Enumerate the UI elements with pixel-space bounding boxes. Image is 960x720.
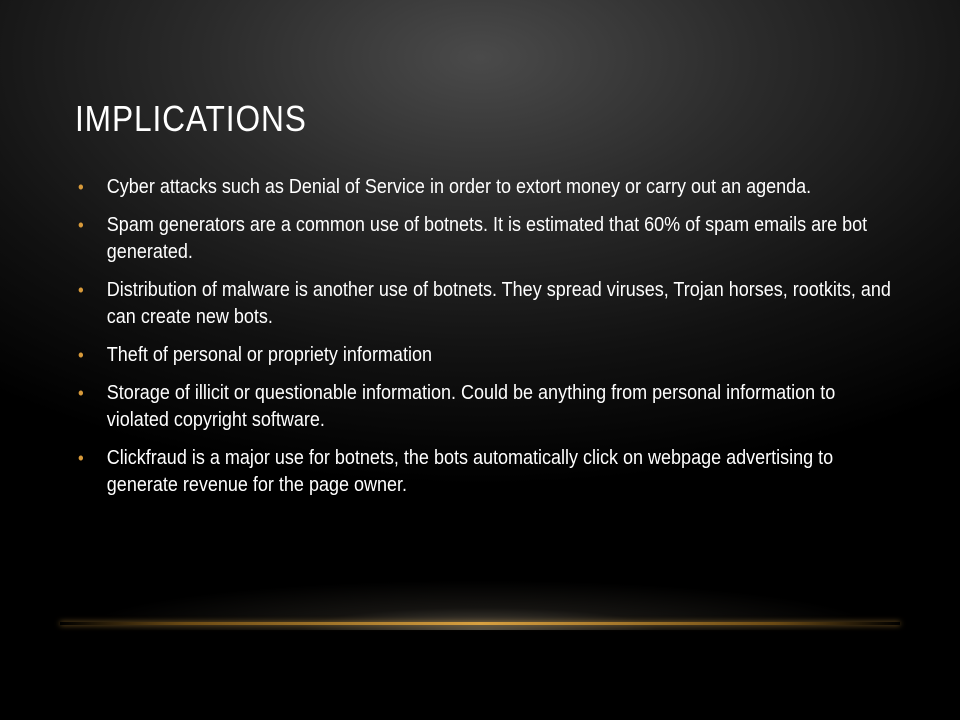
bullet-text: Distribution of malware is another use of botnets. They spread viruses, Trojan horses, rootkits, and can create new bots.	[106, 279, 891, 328]
bullet-item	[78, 277, 899, 331]
bullet-icon: •	[78, 383, 84, 403]
bullet-icon: •	[78, 448, 84, 468]
bullet-item	[78, 342, 899, 369]
bullet-item	[78, 380, 899, 434]
bullet-text: Spam generators are a common use of botnets. It is estimated that 60% of spam emails are bot generated.	[106, 214, 868, 263]
bullet-icon: •	[78, 280, 84, 300]
floor-glow	[80, 540, 880, 630]
slide-title: IMPLICATIONS	[75, 98, 307, 139]
bullet-item	[78, 445, 899, 499]
bullet-text: Theft of personal or propriety information	[106, 344, 432, 366]
accent-line	[60, 622, 900, 625]
bullet-text: Storage of illicit or questionable information. Could be anything from personal information to violated copyright software.	[106, 382, 836, 431]
bullet-icon: •	[78, 177, 84, 197]
bullet-list	[78, 174, 891, 510]
bullet-text: Cyber attacks such as Denial of Service in order to extort money or carry out an agenda.	[106, 176, 812, 198]
bullet-item	[78, 174, 899, 201]
bullet-icon: •	[78, 345, 84, 365]
bullet-icon: •	[78, 215, 84, 235]
bullet-item	[78, 212, 899, 266]
bullet-text: Clickfraud is a major use for botnets, the bots automatically click on webpage advertising to generate revenue for the page owner.	[106, 447, 834, 496]
